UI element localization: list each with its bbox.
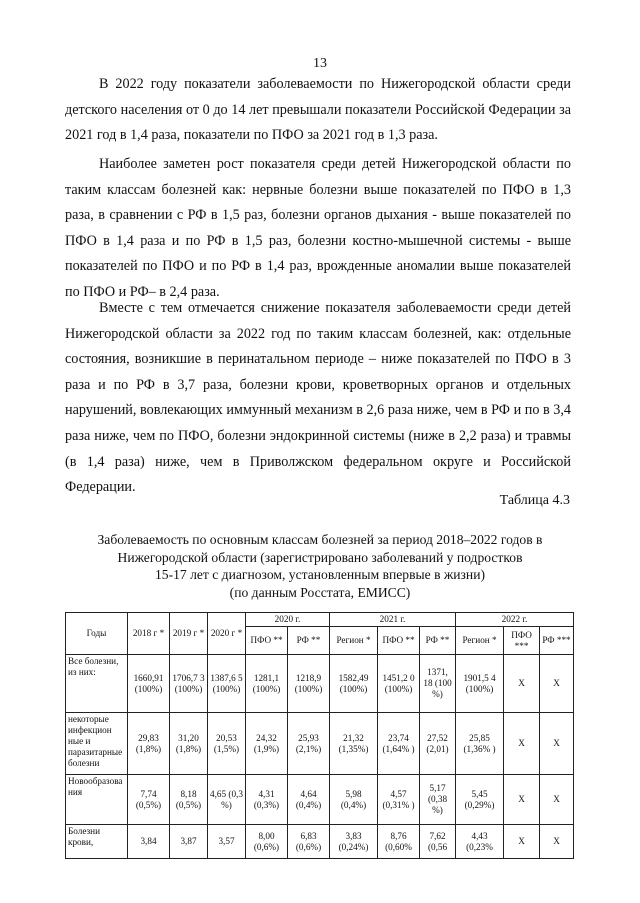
paragraph-2: Наиболее заметен рост показателя среди детей Нижегородской области по таким классам болезней как: нервные болезни выше показателей по ПФО в 1,3 раза, в сравнении с РФ в 1,5 раз, болезни органов дыхания - выше показателей по ПФО в 1,4 раза и по РФ в 1,5 раз, болезни костно-мышечной системы - выше показателей по ПФО и по РФ в 1,4 раз, врожденные аномалии выше показателей по ПФО и РФ– в 2,4 раза. [65,156,571,300]
header-region-2021: Регион * [330,627,378,655]
cell-2018: 3,84 [128,825,170,859]
cell-rf-2022: Х [540,825,574,859]
cell-region-2022: 25,85 (1,36% ) [456,713,504,775]
cell-region-2021: 1582,49 (100%) [330,655,378,713]
cell-pfo-2021: 1451,2 0 (100%) [378,655,420,713]
cell-pfo-2022: Х [504,775,540,825]
header-rf-2020: РФ ** [288,627,330,655]
cell-rf-2020: 6,83 (0,6%) [288,825,330,859]
table-caption [65,531,575,601]
cell-2019: 31,20 (1,8%) [170,713,208,775]
row-label: некоторые инфекцион ные и паразитарные болезни [66,713,128,775]
header-region-2022: Регион * [456,627,504,655]
cell-2019: 1706,7 3 (100%) [170,655,208,713]
table-row [66,655,574,713]
morbidity-table [65,612,574,859]
cell-pfo-2021: 8,76 (0,60% [378,825,420,859]
cell-2019: 8,18 (0,5%) [170,775,208,825]
header-2020: 2020 г * [208,613,246,655]
table-row [66,775,574,825]
header-group-2022: 2022 г. [456,613,574,627]
cell-2018: 7,74 (0,5%) [128,775,170,825]
table-row [66,825,574,859]
header-pfo-2020: ПФО ** [246,627,288,655]
cell-rf-2020: 4,64 (0,4%) [288,775,330,825]
cell-rf-2020: 1218,9 (100%) [288,655,330,713]
row-label: Все болезни, из них: [66,655,128,713]
cell-2020: 1387,6 5 (100%) [208,655,246,713]
caption-line: (по данным Росстата, ЕМИСС) [229,584,411,600]
header-rf-2021: РФ ** [420,627,456,655]
cell-rf-2022: Х [540,713,574,775]
cell-region-2022: 5,45 (0,29%) [456,775,504,825]
cell-region-2022: 1901,5 4 (100%) [456,655,504,713]
page-number: 13 [313,56,327,71]
cell-rf-2022: Х [540,775,574,825]
header-2018: 2018 г * [128,613,170,655]
cell-pfo-2022: Х [504,655,540,713]
cell-2018: 1660,91 (100%) [128,655,170,713]
cell-pfo-2020: 4,31 (0,3%) [246,775,288,825]
header-group-2021: 2021 г. [330,613,456,627]
cell-region-2021: 21,32 (1,35%) [330,713,378,775]
caption-line: 15-17 лет с диагнозом, установленным впервые в жизни) [154,567,486,582]
header-pfo-2022: ПФО *** [504,627,540,655]
header-2019: 2019 г * [170,613,208,655]
paragraph-3: Вместе с тем отмечается снижение показателя заболеваемости среди детей Нижегородской области за 2022 год по таким классам болезней, как: отдельные состояния, возникшие в перинатальном периоде – ниже показателей по ПФО в 3 раза и по РФ в 3,7 раза, болезни крови, кроветворных органов и отдельных нарушений, вовлекающих иммунный механизм в 2,6 раза ниже, чем в РФ и по в 3,4 раза ниже, чем по ПФО, болезни эндокринной системы (ниже в 2,2 раза) и травмы (в 1,4 раза) ниже, чем в Приволжском федеральном округе и Российской Федерации. [65,300,571,496]
cell-region-2021: 3,83 (0,24%) [330,825,378,859]
cell-rf-2020: 25,93 (2,1%) [288,713,330,775]
row-label: Новообразова ния [66,775,128,825]
row-label: Болезни крови, [66,825,128,859]
table-label: Таблица 4.3 [499,493,570,508]
cell-pfo-2020: 24,32 (1,9%) [246,713,288,775]
cell-2020: 20,53 (1,5%) [208,713,246,775]
cell-rf-2021: 7,62 (0,56 [420,825,456,859]
cell-pfo-2021: 23,74 (1,64% ) [378,713,420,775]
caption-line: Заболеваемость по основным классам болезней за период 2018–2022 годов в [97,532,543,547]
table-row [66,713,574,775]
paragraph-1: В 2022 году показатели заболеваемости по Нижегородской области среди детского населения от 0 до 14 лет превышали показатели Российской Федерации за 2021 год в 1,4 раза, показатели по ПФО за 2021 год в 1,3 раза. [65,76,571,144]
cell-pfo-2022: Х [504,713,540,775]
cell-rf-2022: Х [540,655,574,713]
caption-line: Нижегородской области (зарегистрировано заболеваний у подростков [117,549,523,565]
cell-2020: 4,65 (0,3 %) [208,775,246,825]
cell-2019: 3,87 [170,825,208,859]
cell-rf-2021: 1371, 18 (100 %) [420,655,456,713]
cell-pfo-2020: 1281,1 (100%) [246,655,288,713]
cell-pfo-2020: 8,00 (0,6%) [246,825,288,859]
cell-2018: 29,83 (1,8%) [128,713,170,775]
cell-region-2022: 4,43 (0,23% [456,825,504,859]
header-group-2020: 2020 г. [246,613,330,627]
header-pfo-2021: ПФО ** [378,627,420,655]
cell-rf-2021: 5,17 (0,38 %) [420,775,456,825]
cell-rf-2021: 27,52 (2,01) [420,713,456,775]
cell-pfo-2022: Х [504,825,540,859]
cell-region-2021: 5,98 (0,4%) [330,775,378,825]
cell-pfo-2021: 4,57 (0,31% ) [378,775,420,825]
cell-2020: 3,57 [208,825,246,859]
header-years: Годы [66,613,128,655]
header-rf-2022: РФ *** [540,627,574,655]
